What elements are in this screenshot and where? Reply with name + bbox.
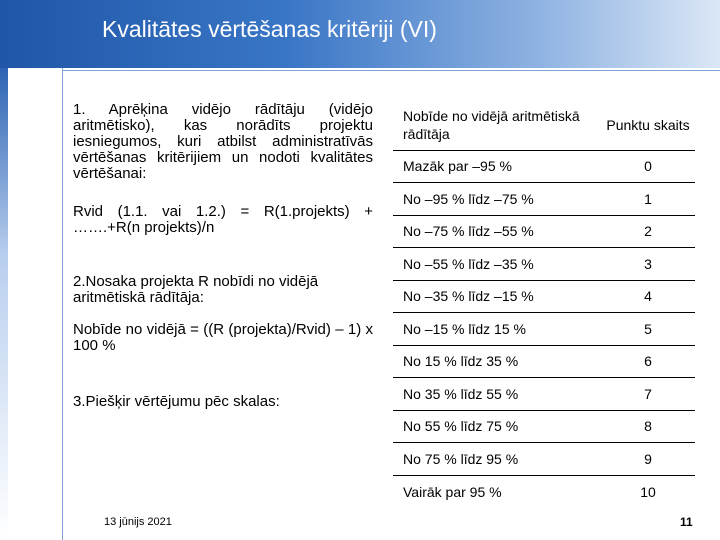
points-cell: 9 [601, 443, 695, 476]
formula-deviation: Nobīde no vidējā = ((R (projekta)/Rvid) – 1) x 100 % [73, 321, 373, 354]
points-cell: 5 [601, 313, 695, 346]
slide-title: Kvalitātes vērtēšanas kritēriji (VI) [102, 16, 437, 42]
table-row [393, 475, 695, 508]
table-row [393, 248, 695, 281]
table-row [393, 183, 695, 216]
slide-header [0, 0, 720, 68]
footer-date: 13 jūnijs 2021 [104, 516, 172, 528]
points-cell: 0 [601, 150, 695, 183]
points-cell: 3 [601, 248, 695, 281]
table-row [393, 410, 695, 443]
range-cell: No –95 % līdz –75 % [393, 183, 601, 216]
table-row [393, 443, 695, 476]
table-row [393, 313, 695, 346]
scoring-table [393, 100, 695, 508]
table-row [393, 378, 695, 411]
range-cell: No –75 % līdz –55 % [393, 215, 601, 248]
horizontal-rule [62, 70, 720, 71]
range-cell: No 55 % līdz 75 % [393, 410, 601, 443]
left-decorative-band [0, 68, 8, 540]
range-cell: No –55 % līdz –35 % [393, 248, 601, 281]
header-deviation: Nobīde no vidējā aritmētiskā rādītāja [403, 107, 580, 142]
table-row [393, 345, 695, 378]
table-row [393, 150, 695, 183]
points-cell: 2 [601, 215, 695, 248]
points-cell: 8 [601, 410, 695, 443]
header-points: Punktu skaits [606, 116, 690, 133]
range-cell: No –35 % līdz –15 % [393, 280, 601, 313]
range-cell: Vairāk par 95 % [393, 475, 601, 508]
points-cell: 1 [601, 183, 695, 216]
range-cell: Mazāk par –95 % [393, 150, 601, 183]
step-1-text: 1. Aprēķina vidējo rādītāju (vidējo aritmētisko), kas norādīts projektu iesniegumos, kuri atbilst administratīvās vērtēšanas kritērijiem un nodoti kvalitātes vērtēšanai: [73, 101, 373, 182]
step-2-text: 2.Nosaka projekta R nobīdi no vidējā aritmētiskā rādītāja: [73, 273, 319, 306]
vertical-rule [62, 68, 63, 540]
step-3-text: 3.Piešķir vērtējumu pēc skalas: [73, 393, 280, 410]
range-cell: No 75 % līdz 95 % [393, 443, 601, 476]
table-row [393, 280, 695, 313]
points-cell: 4 [601, 280, 695, 313]
formula-rvid: Rvid (1.1. vai 1.2.) = R(1.projekts) + …….+R(n projekts)/n [73, 203, 373, 236]
range-cell: No 35 % līdz 55 % [393, 378, 601, 411]
points-cell: 7 [601, 378, 695, 411]
range-cell: No –15 % līdz 15 % [393, 313, 601, 346]
table-row [393, 215, 695, 248]
page-number: 11 [680, 515, 693, 529]
points-cell: 6 [601, 345, 695, 378]
points-cell: 10 [601, 475, 695, 508]
range-cell: No 15 % līdz 35 % [393, 345, 601, 378]
table-header-row [393, 100, 695, 150]
